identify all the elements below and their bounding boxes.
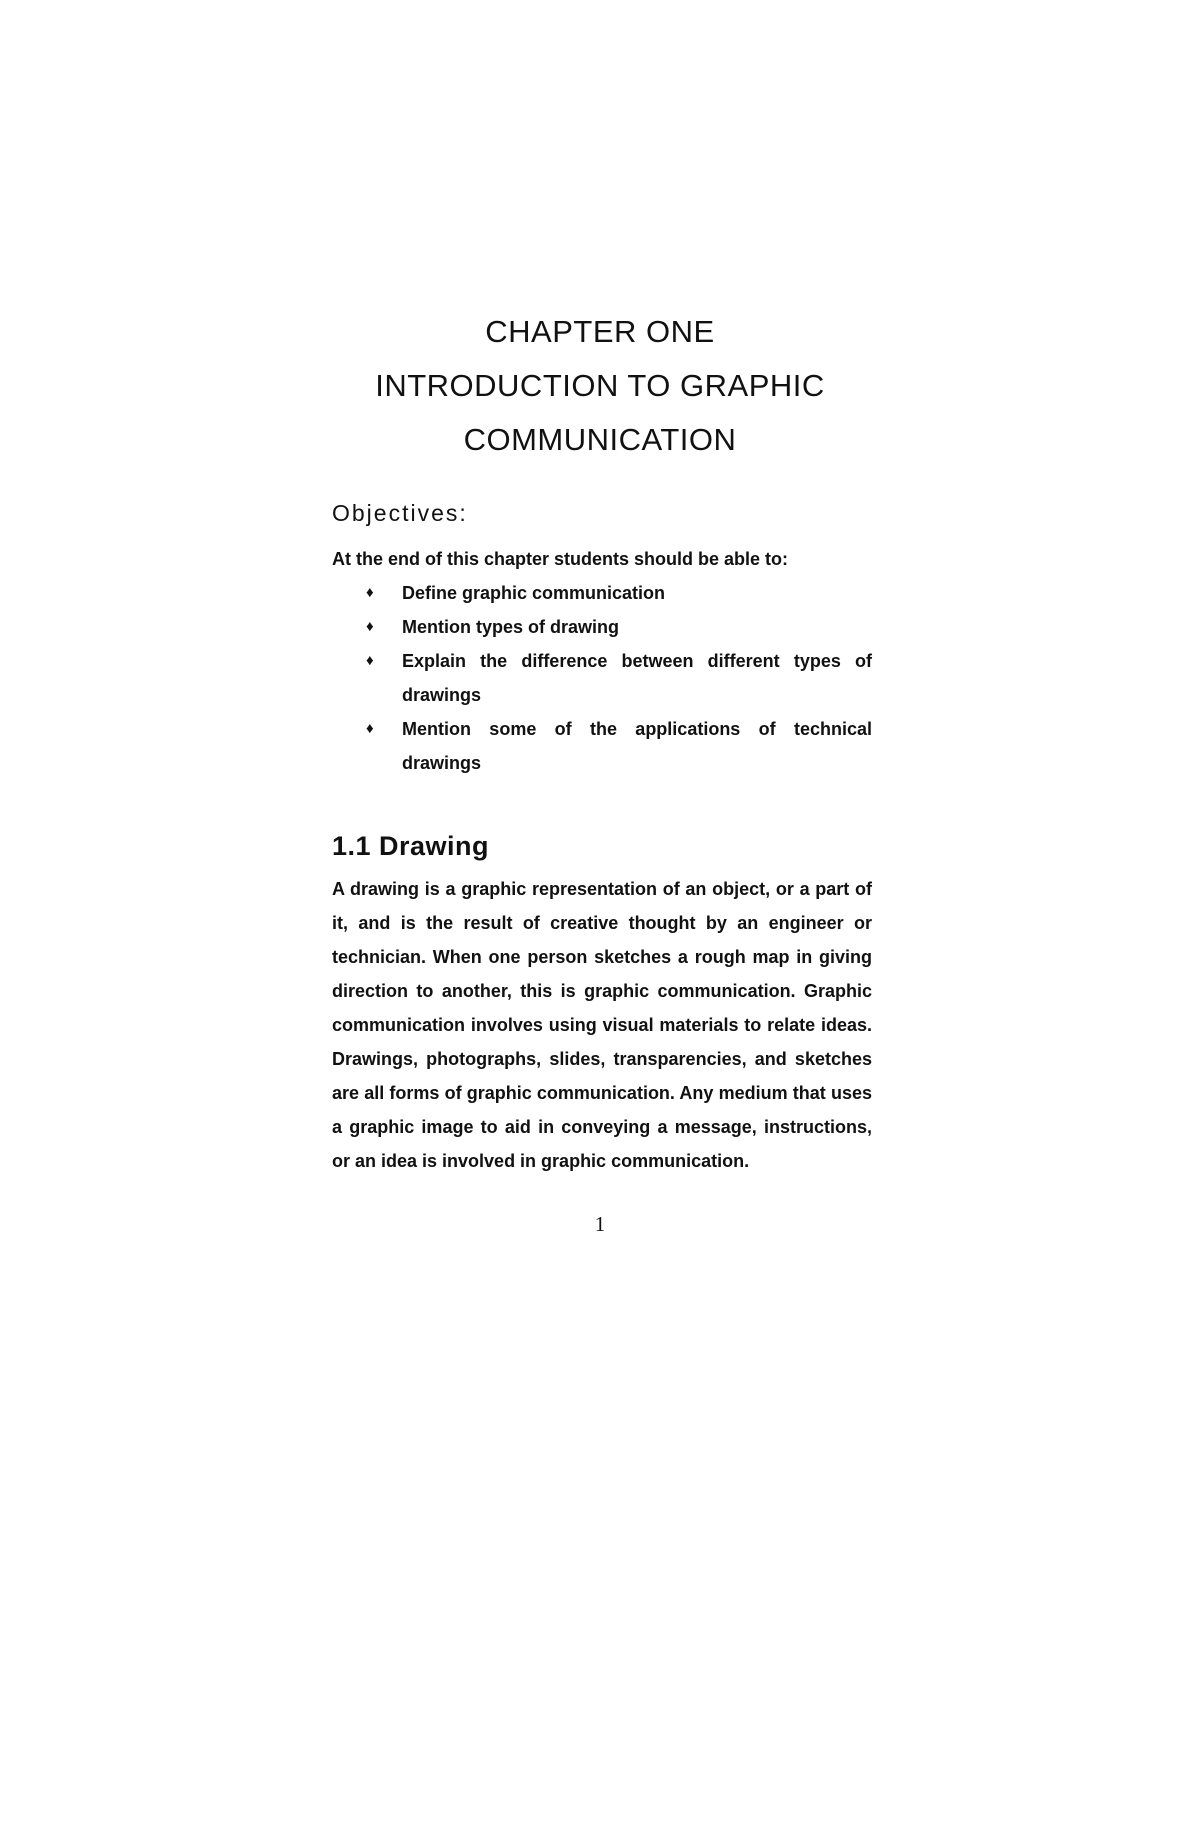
objective-text: Define graphic communication xyxy=(402,583,666,603)
objectives-intro: At the end of this chapter students should be able to: xyxy=(332,549,789,569)
objectives-heading: Objectives: xyxy=(332,500,468,526)
chapter-title-line-2: COMMUNICATION xyxy=(463,422,737,457)
objective-item xyxy=(332,712,872,780)
objective-item xyxy=(332,576,872,610)
objective-item xyxy=(332,610,872,644)
page-number: 1 xyxy=(594,1212,606,1236)
diamond-bullet-icon: ♦ xyxy=(366,618,374,635)
objective-text: Explain the difference between different types of drawings xyxy=(402,651,872,705)
objectives-list xyxy=(332,576,872,780)
objective-text: Mention types of drawing xyxy=(402,617,620,637)
diamond-bullet-icon: ♦ xyxy=(366,720,374,737)
objective-text: Mention some of the applications of technical drawings xyxy=(402,719,872,773)
section-heading: 1.1 Drawing xyxy=(332,831,490,861)
diamond-bullet-icon: ♦ xyxy=(366,584,374,601)
chapter-content xyxy=(332,498,872,1178)
diamond-bullet-icon: ♦ xyxy=(366,652,374,669)
chapter-title-line-1: INTRODUCTION TO GRAPHIC xyxy=(375,368,825,403)
chapter-label: CHAPTER ONE xyxy=(485,314,715,349)
objective-item xyxy=(332,644,872,712)
section-body: A drawing is a graphic representation of an object, or a part of it, and is the result of creative thought by an engineer or technician. When one person sketches a rough map in giving direction to another, this is graphic communication. Graphic communication involves using visual materials to relate ideas. Drawings, photographs, slides, transparencies, and sketches are all forms of graphic communication. Any medium that uses a graphic image to aid in conveying a message, instructions, or an idea is involved in graphic communication. xyxy=(332,879,872,1171)
chapter-title-block xyxy=(0,305,1200,467)
